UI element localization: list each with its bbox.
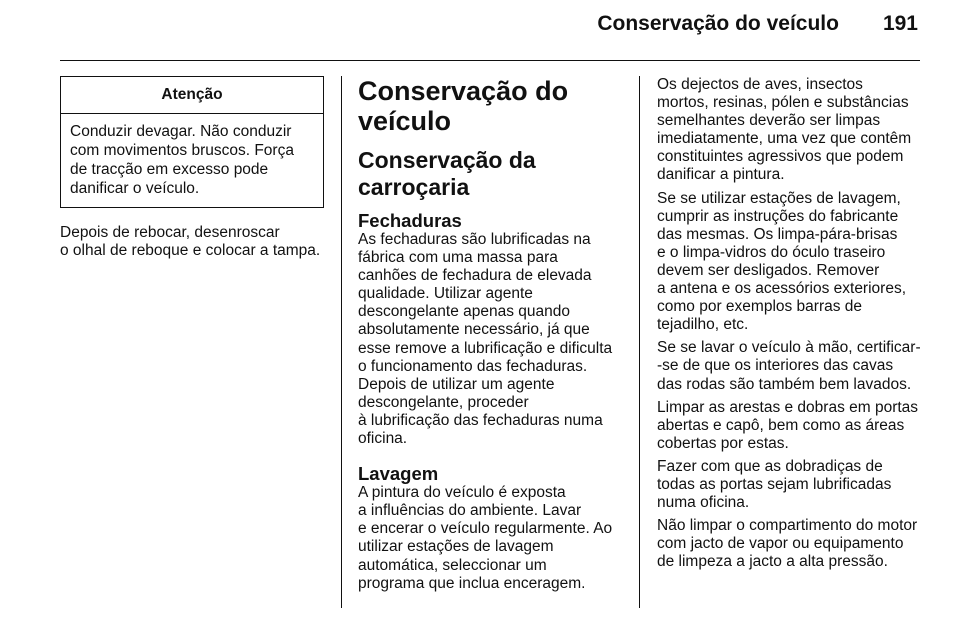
notice-line: com movimentos bruscos. Força — [70, 142, 294, 159]
column-divider-1 — [341, 76, 342, 608]
notice-line: de tracção em excesso pode — [70, 161, 269, 178]
bird-droppings-paragraph: Os dejectos de aves, insectos mortos, resinas, pólen e substâncias semelhantes deverão ser limpas imediatamente, uma vez que contêm constituintes agressivos que podem danificar a pintura. — [657, 76, 912, 184]
attention-notice-box — [60, 76, 324, 208]
column-middle — [358, 76, 626, 593]
washing-paragraph: A pintura do veículo é exposta a influências do ambiente. Lavar e encerar o veículo regularmente. Ao utilizar estações de lavagem automática, seleccionar um programa que inclua enceragem. — [358, 484, 613, 592]
section-title: Conservação da carroçaria — [358, 147, 536, 200]
page-number: 191 — [882, 12, 918, 35]
hinges-paragraph: Fazer com que as dobradiças de todas as portas sejam lubrificadas numa oficina. — [657, 457, 892, 512]
locks-heading: Fechaduras — [358, 210, 462, 231]
washing-heading: Lavagem — [358, 463, 439, 485]
column-right — [657, 76, 925, 571]
column-divider-2 — [639, 76, 640, 608]
edges-paragraph: Limpar as arestas e dobras em portas abertas e capô, bem como as áreas cobertas por estas. — [657, 398, 919, 452]
text-line: Depois de rebocar, desenroscar — [60, 224, 280, 241]
column-left — [60, 76, 324, 276]
hand-wash-paragraph: Se se lavar o veículo à mão, certificar- -se de que os interiores das cavas das rodas são também bem lavados. — [657, 339, 921, 393]
notice-body — [61, 114, 323, 207]
locks-paragraph: As fechaduras são lubrificadas na fábrica com uma massa para canhões de fechadura de elevada qualidade. Utilizar agente descongelante apenas quando absolutamente necessário, já que esse remove a lubrificação e dificulta o funcionamento das fechaduras. Depois de utilizar um agente descongelante, proceder à lubrificação das fechaduras numa oficina. — [358, 231, 613, 448]
towing-paragraph — [60, 224, 324, 260]
notice-title: Atenção — [61, 77, 323, 114]
notice-line: danificar o veículo. — [70, 180, 200, 197]
chapter-title: Conservação do veículo — [358, 76, 569, 136]
text-line: o olhal de reboque e colocar a tampa. — [60, 242, 321, 259]
header-rule — [60, 60, 920, 61]
notice-line: Conduzir devagar. Não conduzir — [70, 123, 292, 140]
engine-bay-paragraph: Não limpar o compartimento do motor com jacto de vapor ou equipamento de limpeza a jacto a alta pressão. — [657, 517, 918, 571]
header-title: Conservação do veículo — [597, 12, 839, 35]
car-wash-paragraph: Se se utilizar estações de lavagem, cumprir as instruções do fabricante das mesmas. Os limpa-pára-brisas e o limpa-vidros do óculo traseiro devem ser desligados. Remover a antena e os acessórios exteriores, como por exemplos barras de tejadilho, etc. — [657, 189, 906, 334]
page-header — [597, 12, 918, 36]
